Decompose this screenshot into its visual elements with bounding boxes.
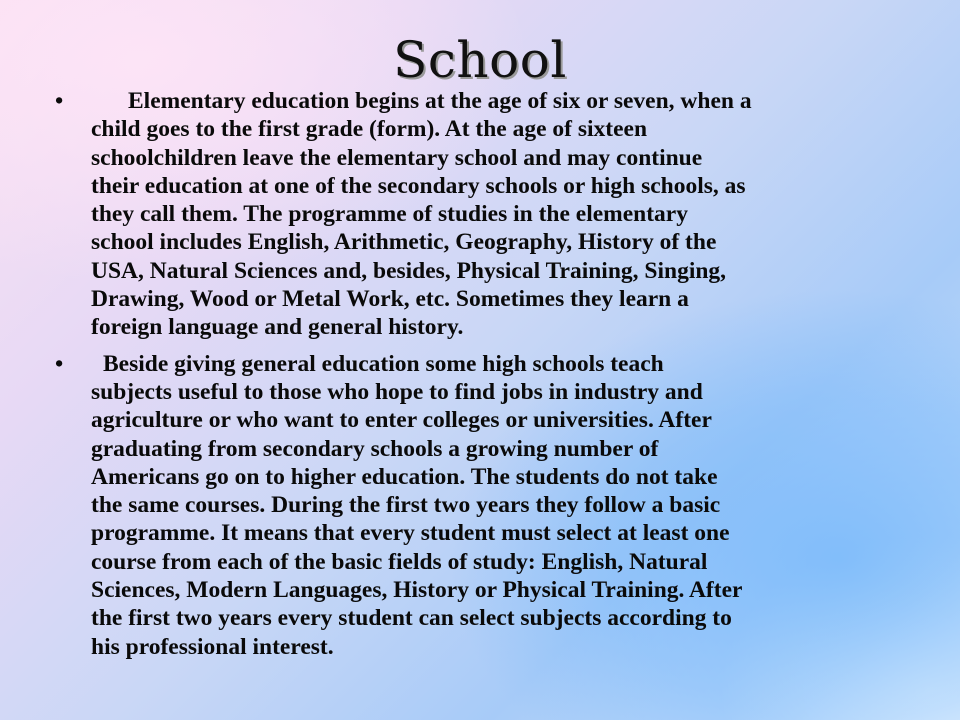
text-line: programme. It means that every student must select at least one bbox=[91, 520, 730, 547]
text-line: agriculture or who want to enter colleges or universities. After bbox=[91, 407, 712, 434]
text-line: subjects useful to those who hope to find jobs in industry and bbox=[91, 378, 703, 405]
text-line: the first two years every student can select subjects according to bbox=[91, 605, 732, 632]
text-line: course from each of the basic fields of study: English, Natural bbox=[91, 548, 708, 575]
bullet-dot-icon: • bbox=[55, 350, 64, 377]
bullet-dot-icon: • bbox=[55, 88, 64, 114]
text-line: school includes English, Arithmetic, Geography, History of the bbox=[91, 229, 717, 256]
text-line: USA, Natural Sciences and, besides, Physical Training, Singing, bbox=[91, 257, 727, 284]
text-line: they call them. The programme of studies in the elementary bbox=[91, 201, 688, 228]
text-line: Beside giving general education some high schools teach bbox=[103, 350, 664, 377]
text-line: Americans go on to higher education. The students do not take bbox=[91, 463, 718, 490]
text-line: his professional interest. bbox=[91, 633, 334, 660]
text-line: their education at one of the secondary schools or high schools, as bbox=[91, 172, 746, 199]
bullet-item bbox=[55, 350, 909, 661]
text-line: foreign language and general history. bbox=[91, 314, 464, 341]
bullet-list bbox=[0, 87, 960, 661]
slide-title: School bbox=[393, 31, 567, 89]
text-line: schoolchildren leave the elementary school and may continue bbox=[91, 144, 703, 171]
text-line: graduating from secondary schools a growing number of bbox=[91, 435, 659, 462]
text-line: child goes to the first grade (form). At the age of sixteen bbox=[91, 116, 648, 143]
text-line: the same courses. During the first two years they follow a basic bbox=[91, 492, 721, 519]
bullet-item bbox=[55, 87, 909, 342]
text-line: Sciences, Modern Languages, History or Physical Training. After bbox=[91, 577, 743, 604]
text-line: Drawing, Wood or Metal Work, etc. Sometimes they learn a bbox=[91, 286, 689, 313]
text-line: Elementary education begins at the age of six or seven, when a bbox=[128, 88, 752, 114]
